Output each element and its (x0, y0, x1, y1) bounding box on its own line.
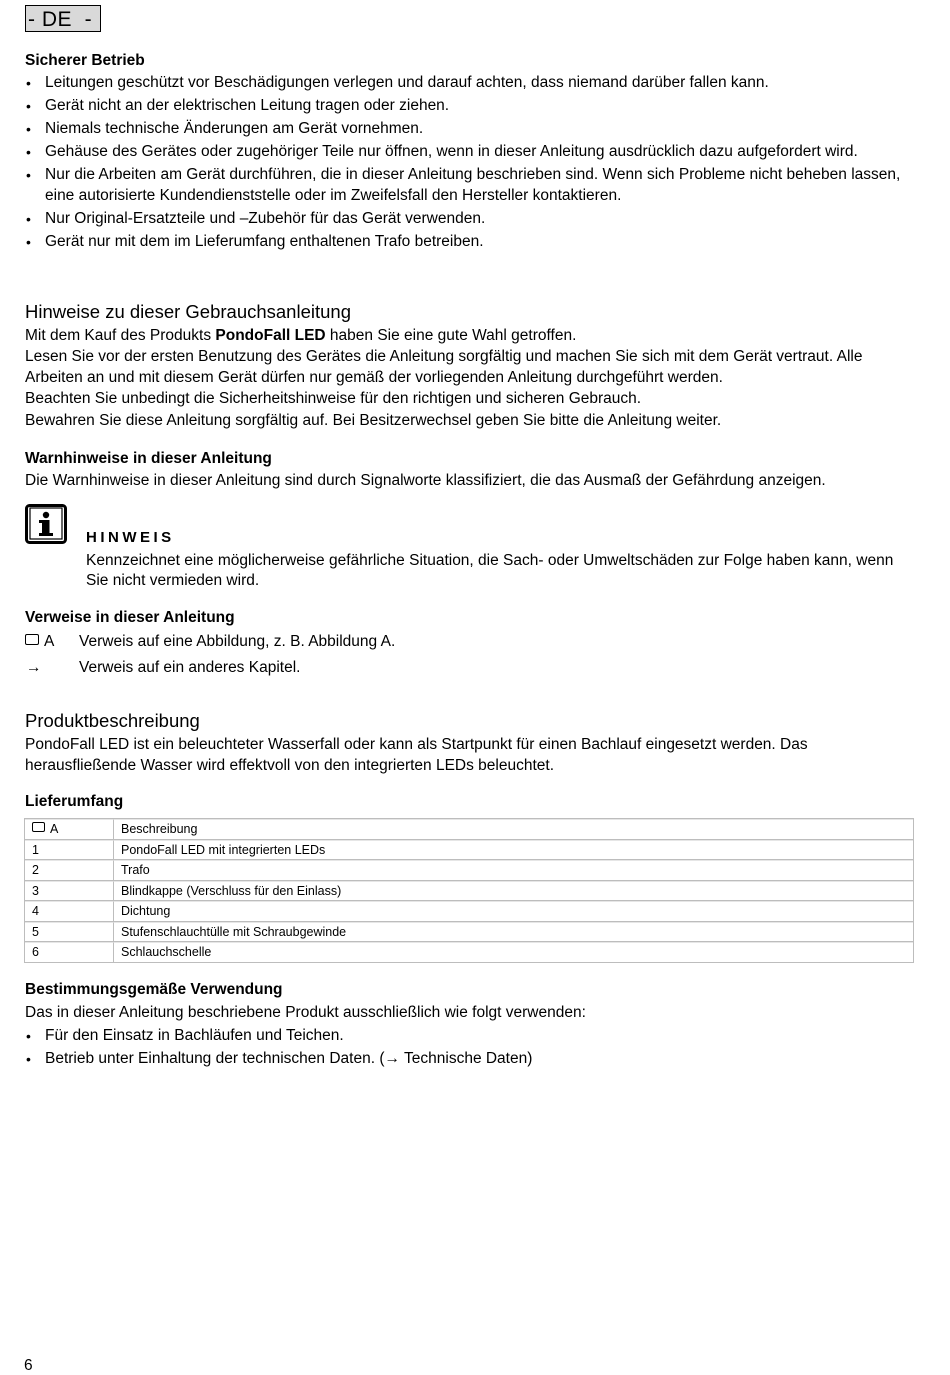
product-heading: Produktbeschreibung (25, 710, 200, 731)
figure-box-icon (25, 634, 39, 645)
table-cell-number: 5 (25, 922, 114, 943)
page-number: 6 (24, 1357, 33, 1374)
scope-heading: Lieferumfang (25, 793, 124, 810)
table-row (25, 922, 913, 943)
safety-heading: Sicherer Betrieb (25, 52, 145, 69)
notes-intro-before: Mit dem Kauf des Produkts (25, 327, 216, 344)
table-cell-number: 2 (25, 860, 114, 881)
list-item: • Niemals technische Änderungen am Gerät vornehmen. (25, 119, 915, 140)
arrow-right-icon: → (26, 659, 42, 676)
info-icon (25, 504, 67, 544)
figure-reference-symbol (25, 633, 77, 651)
figure-letter: A (50, 822, 59, 837)
table-cell-number: 4 (25, 901, 114, 922)
list-item: • Betrieb unter Einhaltung der technischen Daten. (→ Technische Daten) (25, 1049, 915, 1070)
intended-use-list (25, 1026, 915, 1072)
notes-intro (25, 326, 915, 347)
table-header-cell (25, 819, 114, 840)
figure-box-icon (32, 822, 45, 832)
warnings-text: Die Warnhinweise in dieser Anleitung sind durch Signalworte klassifiziert, die das Ausmaß der Gefährdung anzeigen. (25, 472, 826, 489)
list-item: • Gehäuse des Gerätes oder zugehöriger Teile nur öffnen, wenn in dieser Anleitung ausdrücklich dazu aufgefordert wird. (25, 142, 915, 163)
product-name: PondoFall LED (215, 327, 326, 344)
notes-paragraph-3: Bewahren Sie diese Anleitung sorgfältig auf. Bei Besitzerwechsel geben Sie bitte die Anleitung weiter. (25, 412, 722, 429)
list-item: • Nur die Arbeiten am Gerät durchführen, die in dieser Anleitung beschrieben sind. Wenn sich Probleme nicht beheben lassen, eine autorisierte Kundendienststelle oder im Zweifelsfall den Hersteller kontaktieren. (25, 165, 915, 206)
table-cell-description: Schlauchschelle (114, 942, 913, 962)
table-row (25, 840, 913, 861)
list-item: • Leitungen geschützt vor Beschädigungen verlegen und darauf achten, dass niemand darüber fallen kann. (25, 73, 915, 94)
table-cell-number: 3 (25, 881, 114, 902)
list-item: • Gerät nur mit dem im Lieferumfang enthaltenen Trafo betreiben. (25, 232, 915, 253)
chapter-reference-row (25, 659, 915, 679)
figure-reference-text: Verweis auf eine Abbildung, z. B. Abbildung A. (79, 633, 396, 650)
table-cell-description: PondoFall LED mit integrierten LEDs (114, 840, 913, 861)
table-cell-description: Blindkappe (Verschluss für den Einlass) (114, 881, 913, 902)
scope-table (24, 818, 914, 963)
table-cell-number: 1 (25, 840, 114, 861)
list-item: • Gerät nicht an der elektrischen Leitung tragen oder ziehen. (25, 96, 915, 117)
table-cell-description: Stufenschlauchtülle mit Schraubgewinde (114, 922, 913, 943)
table-row (25, 881, 913, 902)
list-item: • Nur Original-Ersatzteile und –Zubehör für das Gerät verwenden. (25, 209, 915, 230)
intended-use-heading: Bestimmungsgemäße Verwendung (25, 981, 283, 998)
figure-reference-row (25, 633, 915, 653)
notes-paragraph-1: Lesen Sie vor der ersten Benutzung des Gerätes die Anleitung sorgfältig und machen Sie sich mit dem Gerät vertraut. Alle Arbeiten an und mit diesem Gerät dürfen nur gemäß der vorliegenden Anleitung durchgeführt werden. (25, 348, 863, 386)
table-header-cell: Beschreibung (114, 819, 913, 840)
table-header-row (25, 819, 913, 840)
product-text: PondoFall LED ist ein beleuchteter Wasserfall oder kann als Startpunkt für einen Bachlauf eingesetzt werden. Das herausfließende Wasser wird effektvoll von den integrierten LEDs beleuchtet. (25, 736, 808, 774)
chapter-reference-text: Verweis auf ein anderes Kapitel. (79, 659, 301, 676)
notes-paragraph-2: Beachten Sie unbedingt die Sicherheitshinweise für den richtigen und sicheren Gebrauch. (25, 390, 642, 407)
list-item: • Für den Einsatz in Bachläufen und Teichen. (25, 1026, 915, 1047)
table-cell-description: Trafo (114, 860, 913, 881)
table-row (25, 901, 913, 922)
table-cell-number: 6 (25, 942, 114, 962)
warnings-heading: Warnhinweise in dieser Anleitung (25, 450, 272, 467)
notice-title: HINWEIS (86, 529, 175, 546)
table-row (25, 860, 913, 881)
intended-use-text: Das in dieser Anleitung beschriebene Produkt ausschließlich wie folgt verwenden: (25, 1004, 586, 1021)
language-badge: - DE - (25, 5, 101, 32)
safety-list (25, 73, 915, 255)
references-heading: Verweise in dieser Anleitung (25, 609, 235, 626)
notice-text: Kennzeichnet eine möglicherweise gefährliche Situation, die Sach- oder Umweltschäden zur Folge haben kann, wenn Sie nicht vermieden wird. (86, 552, 894, 589)
notes-heading: Hinweise zu dieser Gebrauchsanleitung (25, 301, 351, 322)
notes-intro-after: haben Sie eine gute Wahl getroffen. (325, 327, 577, 344)
table-cell-description: Dichtung (114, 901, 913, 922)
table-row (25, 942, 913, 962)
figure-letter: A (44, 633, 55, 650)
